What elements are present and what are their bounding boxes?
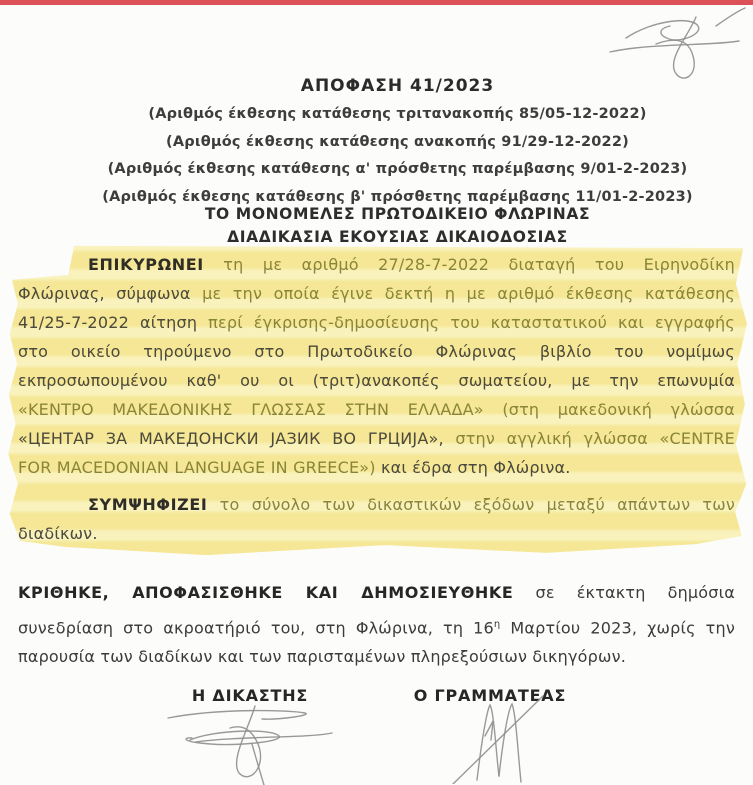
text-segment: ΣΥΜΨΗΦΙΖΕΙ [88,495,208,514]
text-segment: η [493,619,501,630]
text-segment: ΚΡΙΘΗΚΕ, ΑΠΟΦΑΣΙΣΘΗΚΕ ΚΑΙ ΔΗΜΟΣΙΕΥΘΗΚΕ [18,583,514,602]
ruling-paragraph-sympsifizei [18,490,735,548]
secretary-signature [425,694,575,784]
text-segment: 41/25-7-2022 αίτηση [18,313,209,332]
judge-signature [160,700,345,785]
secretary-signature-label: Ο ΓΡΑΜΜΑΤΕΑΣ [413,686,567,705]
text-segment: «ΚΕΝΤΡΟ ΜΑΚΕΔΟΝΙΚΗΣ ΓΛΩΣΣΑΣ ΣΤΗΝ ΕΛΛΑΔΑ» [18,400,503,419]
text-line [18,395,735,424]
filing-line: (Αριθμός έκθεσης κατάθεσης τριτανακοπής 85/05-12-2022) [148,106,647,122]
text-segment: σε έκτακτη δημόσια [513,583,736,602]
signature-scribble-icon [425,694,575,784]
text-segment: εκπροσωπουμένου καθ' ου οι (τριτ)ανακοπές σωματείου, με την επωνυμία [18,371,735,390]
text-segment: και έδρα στη Φλώρινα. [381,458,571,477]
text-line [18,366,735,395]
filing-report-lines [42,101,753,211]
ruling-paragraph-epikyronei [18,250,735,482]
top-red-bar [0,0,753,5]
text-line [18,490,735,519]
filing-line: (Αριθμός έκθεσης κατάθεσης ανακοπής 91/29-12-2022) [166,133,629,150]
signature-scribble-icon [160,700,345,785]
text-segment: (στη μακεδονική γλώσσα [502,400,735,419]
filing-line: (Αριθμός έκθεσης κατάθεσης α' πρόσθετης παρέμβασης 9/01-2-2023) [107,161,688,177]
court-name: ΤΟ ΜΟΝΟΜΕΛΕΣ ΠΡΩΤΟΔΙΚΕΙΟ ΦΛΩΡΙΝΑΣ [204,205,591,223]
text-line [18,453,735,482]
text-line [18,279,735,308]
filing-line: (Αριθμός έκθεσης κατάθεσης β' πρόσθετης παρέμβασης 11/01-2-2023) [102,188,693,205]
text-segment: Μαρτίου 2023, χωρίς την [500,618,735,638]
text-segment: συνεδρίαση στο ακροατήριό του, στη Φλώρινα, τη 16 [18,618,494,638]
procedure-type: ΔΙΑΔΙΚΑΣΙΑ ΕΚΟΥΣΙΑΣ ΔΙΚΑΙΟΔΟΣΙΑΣ [227,228,568,246]
text-line [18,250,735,279]
text-segment: με την οποία έγινε δεκτή η με αριθμό έκθεσης κατάθεσης [202,284,735,303]
text-segment: ΕΠΙΚΥΡΩΝΕΙ [88,255,204,274]
text-segment: «ЦЕНТАР ЗА МАКЕДОНСКИ ЈАЗИК ВО ГРЦИЈА», [18,429,456,448]
text-segment: παρουσία των διαδίκων και των παρισταμένων πληρεξούσιων δικηγόρων. [18,647,627,666]
text-line [18,609,735,641]
text-line [18,519,735,548]
text-segment: στο οικείο τηρούμενο στο Πρωτοδικείο Φλώρινας βιβλίο του νομίμως [18,342,735,361]
judge-signature-label: Η ΔΙΚΑΣΤΗΣ [191,686,309,705]
closing-paragraph [18,577,735,673]
text-segment: στην αγγλική γλώσσα «CENTRE [455,429,735,448]
text-line [18,577,735,609]
text-segment: Φλώρινας, σύμφωνα [18,284,203,303]
text-segment: FOR MACEDONIAN LANGUAGE IN GREECE») [18,458,382,477]
text-segment: περί έγκρισης-δημοσίευσης του καταστατικού και εγγραφής [208,313,735,332]
text-line [18,337,735,366]
text-segment: διαδίκων. [18,524,98,543]
decision-title: ΑΠΟΦΑΣΗ 41/2023 [300,76,495,96]
text-line [18,424,735,453]
text-line [18,308,735,337]
text-segment: τη με αριθμό 27/28-7-2022 διαταγή του Ειρηνοδίκη [203,255,735,274]
text-line [18,641,735,673]
text-segment: το σύνολο των δικαστικών εξόδων μεταξύ απάντων των [207,495,735,514]
